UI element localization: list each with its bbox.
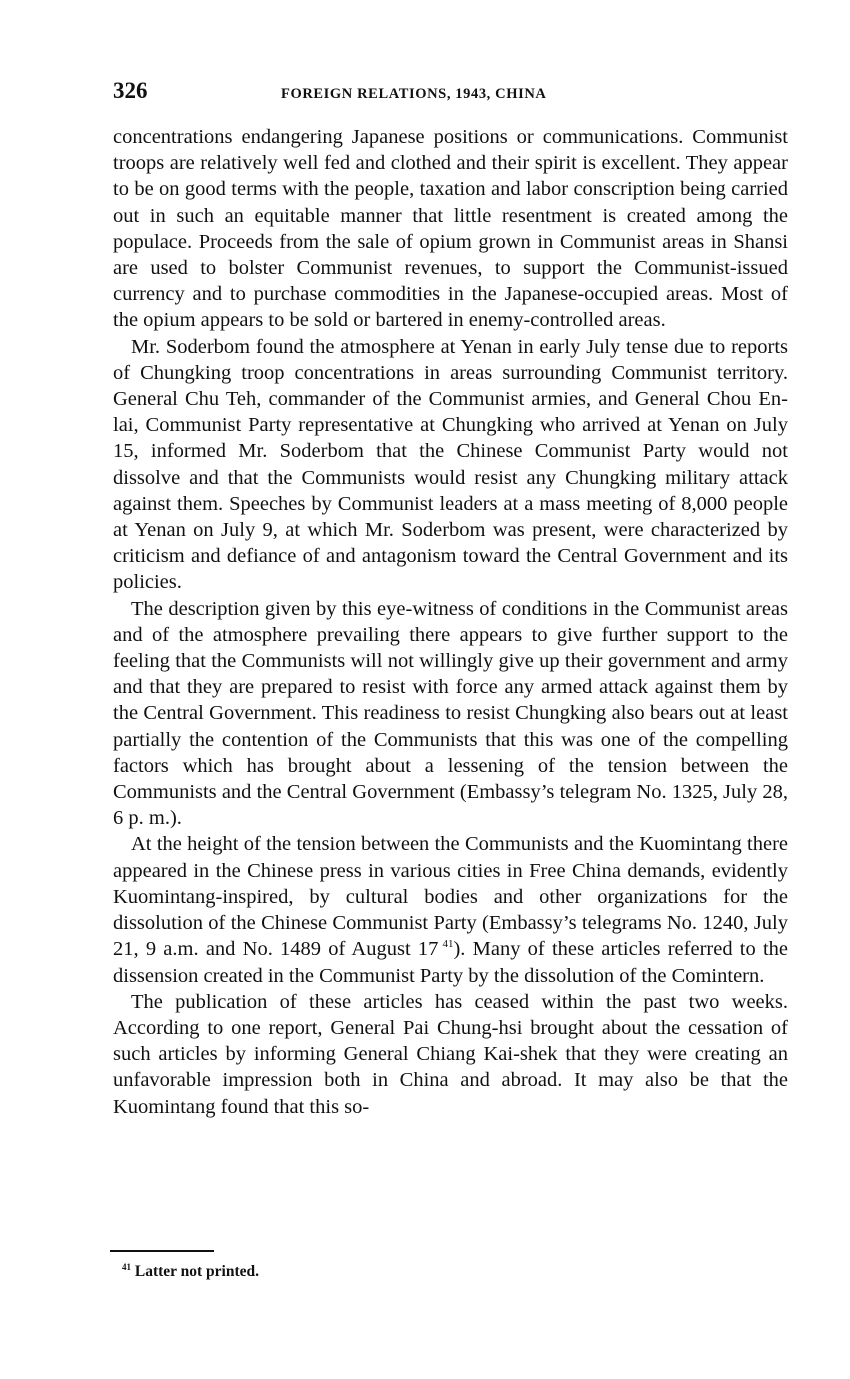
paragraph: Mr. Soderbom found the atmosphere at Yenan in early July tense due to reports of Chungking troop concentrations in areas surrounding Communist territory. General Chu Teh, commander of the Communist armies, and General Chou En-lai, Communist Party representative at Chungking who arrived at Yenan on July 15, informed Mr. Soderbom that the Chinese Communist Party would not dissolve and that the Communists would resist any Chungking military attack against them. Speeches by Communist leaders at a mass meeting of 8,000 people at Yenan on July 9, at which Mr. Soderbom was present, were characterized by criticism and defiance of and antagonism toward the Central Government and its policies.: [113, 335, 788, 594]
body-text: [113, 124, 788, 1120]
footnote-number: 41: [122, 1262, 131, 1272]
paragraph: The publication of these articles has ceased within the past two weeks. According to one report, General Pai Chung-hsi brought about the cessation of such articles by informing General Chiang Kai-shek that they were creating an unfavorable impression both in China and abroad. It may also be that the Kuomintang found that this so-: [113, 990, 788, 1118]
paragraph-text: ). Many of these articles referred to the dissension created in the Communist Party by the dissolution of the Comintern.: [113, 938, 788, 987]
paragraph: concentrations endangering Japanese positions or communications. Communist troops are relatively well fed and clothed and their spirit is excellent. They appear to be on good terms with the people, taxation and labor conscription being carried out in such an equitable manner that little resentment is created among the populace. Proceeds from the sale of opium grown in Communist areas in Shansi are used to bolster Communist revenues, to support the Communist-issued currency and to purchase commodities in the Japanese-occupied areas. Most of the opium appears to be sold or bartered in enemy-controlled areas.: [113, 126, 788, 332]
paragraph-text: At the height of the tension between the Communists and the Kuomintang there appeared in the Chinese press in various cities in Free China demands, evidently Kuomintang-inspired, by cultural bodies and other organizations for the dissolution of the Chinese Communist Party (Embassy’s telegrams No. 1240, July 21, 9 a.m. and No. 1489 of August 17: [113, 833, 788, 961]
running-title: FOREIGN RELATIONS, 1943, CHINA: [281, 86, 547, 102]
paragraph: [113, 831, 788, 988]
paragraph: The description given by this eye-witness of conditions in the Communist areas and of the atmosphere prevailing there appears to give further support to the feeling that the Communists will not willingly give up their government and army and that they are prepared to resist with force any armed attack against them by the Central Government. This readiness to resist Chungking also bears out at least partially the contention of the Communists that this was one of the compelling factors which has brought about a lessening of the tension between the Communists and the Central Government (Embassy’s telegram No. 1325, July 28, 6 p. m.).: [113, 597, 788, 830]
footnote-reference: 41: [442, 938, 454, 951]
page-number: 326: [113, 78, 148, 103]
footnote: [122, 1263, 259, 1281]
footnote-divider: [110, 1250, 214, 1252]
footnote-text: Latter not printed.: [134, 1263, 260, 1280]
page-header: [113, 78, 788, 110]
